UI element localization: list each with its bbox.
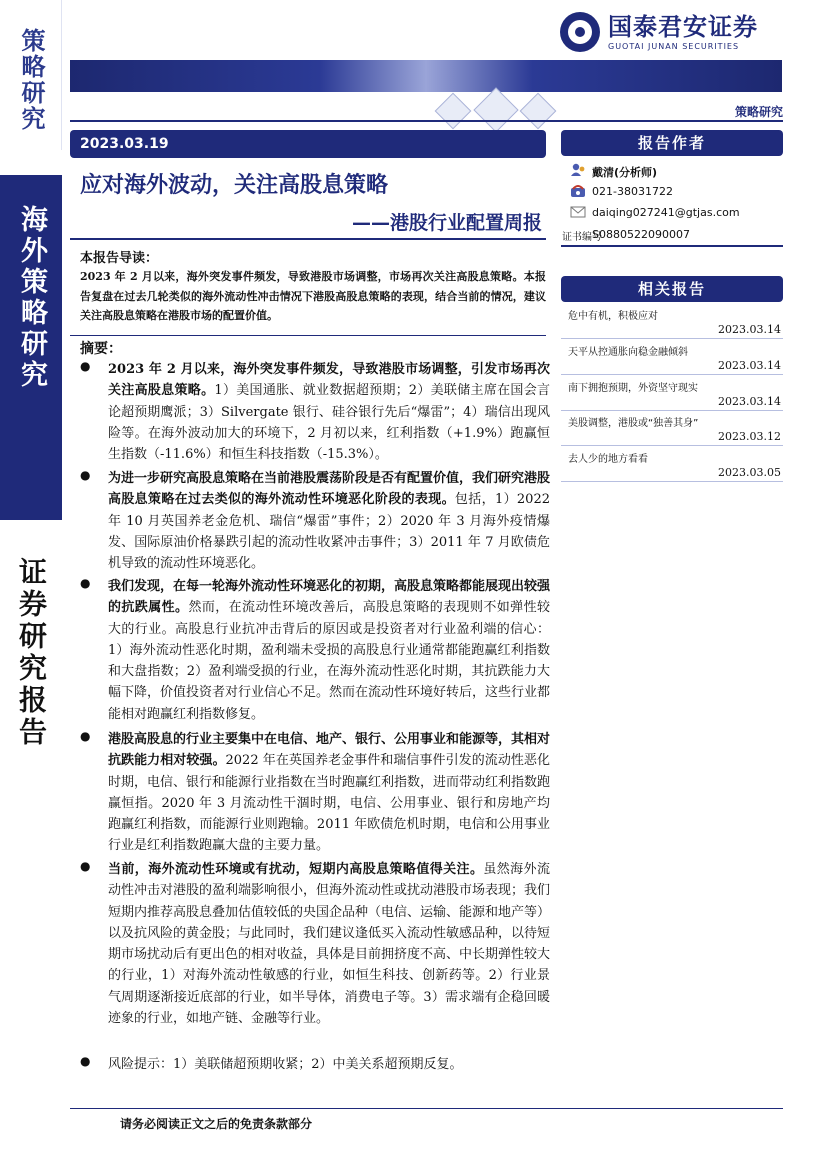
summary-bullet [80,359,550,465]
author-name: 戴清(分析师) [592,166,658,179]
cert-label: 证书编号 [562,232,602,243]
bullet-text: 1）美国通胀、就业数据超预期；2）美联储主席在国会言论超预期鹰派；3）Silvergate 银行、硅谷银行先后“爆雷”；4）瑞信出现风险等。在海外波动加大的环境下，2 月初以来，红利指数（+1.9%）跑赢恒生指数（-11.6%）和恒生科技指数（-15.3%）。 [108,383,550,463]
logo-en: GUOTAI JUNAN SECURITIES [608,41,740,51]
company-logo [560,12,758,52]
related-heading: 相关报告 [561,276,783,302]
divider [70,238,546,240]
divider [561,338,783,339]
bullet-text: 然而，在流动性环境改善后，高股息策略的表现则不如弹性较大的行业。高股息行业抗冲击背后的原因或是投资者对行业盈利端的信心：1）海外流动性恶化时期，盈利端未受损的高股息行业通常都能跑赢红利指数和大盘指数；2）盈利端受损的行业，在海外流动性恶化时期，其抗跌能力大幅下降，价值投资者对行业信心不足。然而在流动性环境好转后，这些行业都能相对跑赢红利指数修复。 [108,600,551,722]
related-report-title[interactable]: 去人少的地方看看 [568,454,648,465]
bullet-icon: ● [80,359,91,373]
related-report-date: 2023.03.14 [718,359,781,372]
divider [561,445,783,446]
summary-bullet [80,468,550,574]
email-icon [570,205,586,219]
bullet-text: 风险提示：1）美联储超预期收紧；2）中美关系超预期反复。 [108,1057,463,1072]
side-tab-strategy [0,0,62,150]
divider [561,410,783,411]
diamond-icon [473,87,518,132]
bullet-bold: 我们发现，在每一轮海外流动性环境恶化的初期，高股息策略都能展现出较强的抗跌属性。 [108,579,551,616]
bullet-bold: 2023 年 2 月以来，海外突发事件频发，导致港股市场调整，引发市场再次关注高股息策略。 [108,362,550,399]
bullet-text: 虽然海外流动性冲击对港股的盈利端影响很小，但海外流动性或扰动港股市场表现；我们短期内推荐高股息叠加估值较低的央国企品种（电信、运输、能源和地产等）以及抗风险的黄金股；与此同时，我们建议逢低买入流动性敏感品种，以待短期市场扰动后有更出色的相对收益，具体是目前拥挤度不高、中长期弹性较大的行业，1）对海外流动性敏感的行业，如恒生科技、创新药等。2）行业景气周期逐渐接近底部的行业，如半导体，消费电子等。3）需求端有企稳回暖迹象的行业，如地产链、金融等行业。 [108,862,551,1027]
divider [70,335,546,336]
person-icon [570,163,586,177]
related-report-title[interactable]: 天平从控通胀向稳金融倾斜 [568,347,688,358]
summary-bullet [80,729,550,857]
divider [561,245,783,247]
bullet-text: 包括，1）2022 年 10 月英国养老金危机、瑞信“爆雷”事件；2）2020 年 3 月海外疫情爆发、国际原油价格暴跌引起的流动性收紧冲击事件；3）2011 年 7 月欧债危机导致的流动性环境恶化。 [108,492,550,572]
author-email[interactable]: daiqing027241@gtjas.com [592,206,740,219]
author-heading: 报告作者 [561,130,783,156]
related-report-title[interactable]: 南下拥抱预期，外资坚守现实 [568,383,698,394]
logo-cn: 国泰君安证券 [608,12,758,41]
header-banner [70,60,782,92]
divider [70,120,783,122]
related-report-date: 2023.03.12 [718,430,781,443]
related-report-date: 2023.03.05 [718,466,781,479]
summary-bullet [80,859,550,1029]
divider [561,374,783,375]
related-report-title[interactable]: 危中有机，积极应对 [568,311,658,322]
summary-bullet [80,1054,550,1075]
bullet-icon: ● [80,1054,91,1068]
summary-heading: 摘要： [80,341,122,357]
divider [561,481,783,482]
bullet-text: 2022 年在英国养老金事件和瑞信事件引发的流动性恶化时期，电信、银行和能源行业指数在当时跑赢红利指数，进而带动红利指数跑赢恒指。2020 年 3 月流动性干涸时期，电信、公用事业、银行和房地产均跑赢红利指数，而能源行业则跑输。2011 年欧债危机时期，电信和公用事业行业是红利指数跑赢大盘的主要力量。 [108,753,551,854]
related-report-date: 2023.03.14 [718,323,781,336]
logo-mark-icon [560,12,600,52]
bullet-bold: 当前，海外流动性环境或有扰动，短期内高股息策略值得关注。 [108,862,484,877]
bullet-icon: ● [80,468,91,482]
diamond-icon [520,93,557,130]
report-subtitle: ——港股行业配置周报 [351,212,542,234]
report-title: 应对海外波动，关注高股息策略 [80,173,389,198]
side-tab-report-type [0,545,62,1169]
diamond-icon [435,93,472,130]
guide-text: 2023 年 2 月以来，海外突发事件频发，导致港股市场调整，市场再次关注高股息策略。本报告复盘在过去几轮类似的海外流动性冲击情况下港股高股息策略的表现，结合当前的情况，建议关注高股息策略在港股市场的配置价值。 [80,270,546,322]
disclaimer-note: 请务必阅读正文之后的免责条款部分 [120,1117,313,1131]
bullet-icon: ● [80,576,91,590]
side-tab-label: 证券研究报告 [15,557,48,749]
bullet-icon: ● [80,859,91,873]
author-phone: 021-38031722 [592,185,673,198]
summary-bullet [80,576,550,725]
page-label: 策略研究 [734,105,783,119]
side-tab-label: 策略研究 [17,28,45,132]
related-report-date: 2023.03.14 [718,395,781,408]
guide-heading: 本报告导读： [80,251,159,266]
side-tab-overseas [0,175,62,520]
phone-icon [570,184,586,198]
bullet-bold: 港股高股息的行业主要集中在电信、地产、银行、公用事业和能源等，其相对抗跌能力相对较强。 [108,732,551,769]
side-tab-label: 海外策略研究 [16,205,47,391]
cert-number: S0880522090007 [592,228,690,241]
bullet-icon: ● [80,729,91,743]
related-report-title[interactable]: 美股调整，港股或“独善其身” [568,418,699,429]
report-date: 2023.03.19 [70,130,546,158]
bullet-bold: 为进一步研究高股息策略在当前港股震荡阶段是否有配置价值，我们研究港股高股息策略在过去类似的海外流动性环境恶化阶段的表现。 [108,471,551,508]
divider [70,1108,783,1109]
